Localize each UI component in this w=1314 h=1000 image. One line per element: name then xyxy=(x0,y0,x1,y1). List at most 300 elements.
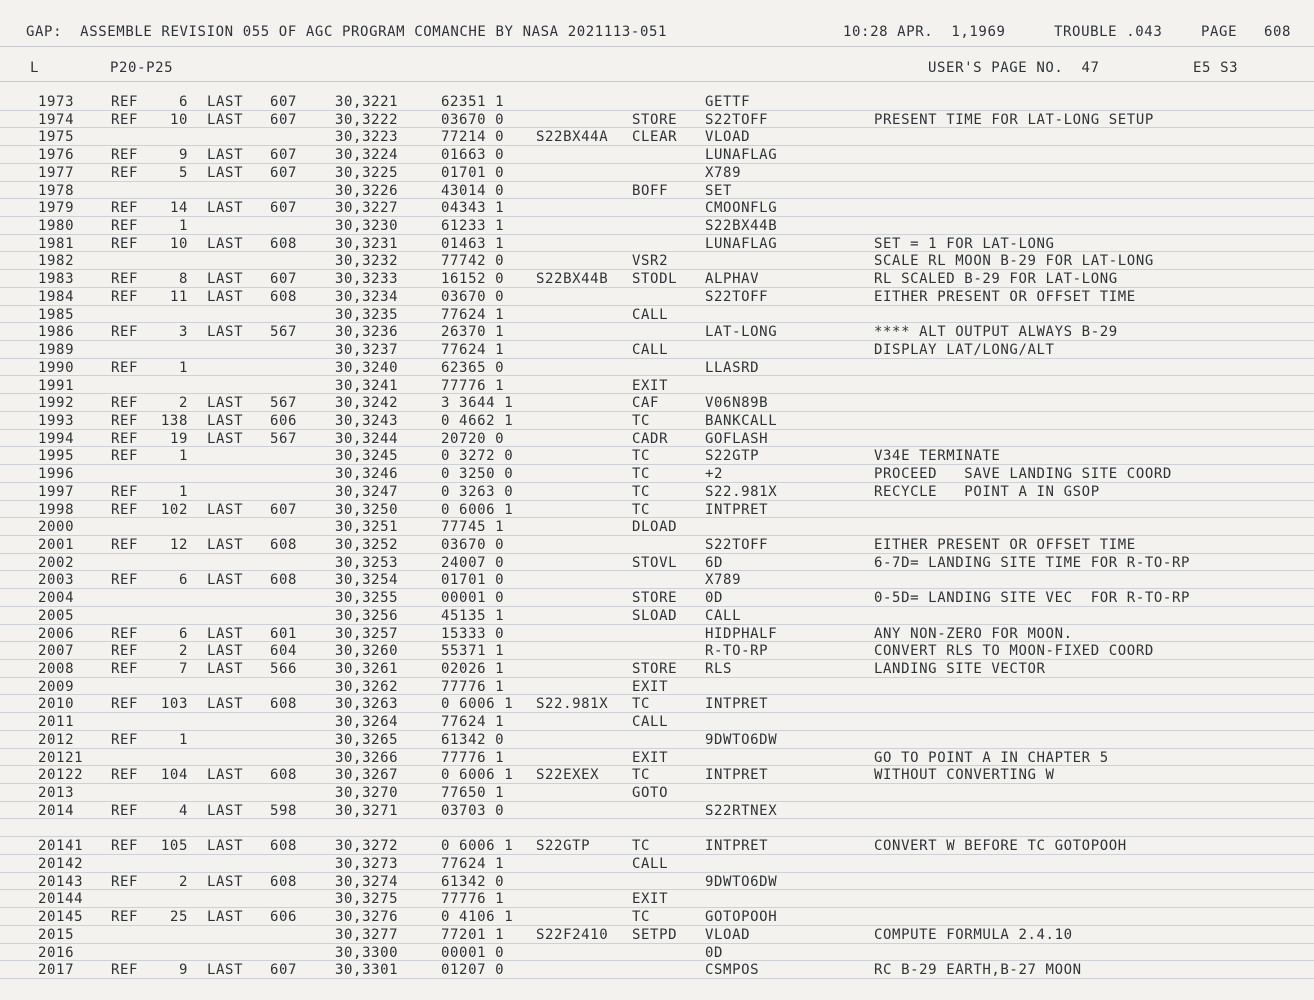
section-name: P20-P25 xyxy=(110,60,174,76)
listing-row xyxy=(0,873,1314,891)
listing-row xyxy=(0,890,1314,908)
listing-row xyxy=(0,93,1314,111)
octal-code: 77745 1 xyxy=(441,519,505,536)
octal-code: 77776 1 xyxy=(441,749,505,766)
statement-number: 2003 xyxy=(38,572,75,589)
listing-row xyxy=(0,430,1314,448)
octal-code: 0 6006 1 xyxy=(441,838,514,855)
bank-address: 30,3273 xyxy=(335,855,399,872)
opcode: TC xyxy=(632,483,651,500)
last-keyword: LAST xyxy=(207,625,244,642)
bank-address: 30,3270 xyxy=(335,785,399,802)
statement-number: 1975 xyxy=(38,129,75,146)
statement-number: 1983 xyxy=(38,271,75,288)
octal-code: 77201 1 xyxy=(441,926,505,943)
last-page: 608 xyxy=(270,696,298,713)
listing-row xyxy=(0,306,1314,324)
listing-row xyxy=(0,554,1314,572)
listing-row xyxy=(0,128,1314,146)
comment: SET = 1 FOR LAT-LONG xyxy=(874,235,1055,252)
blank-row xyxy=(0,820,1314,838)
ref-keyword: REF xyxy=(111,661,139,678)
ref-count: 9 xyxy=(178,962,188,979)
statement-number: 1981 xyxy=(38,235,75,252)
statement-number: 1995 xyxy=(38,448,75,465)
comment: DISPLAY LAT/LONG/ALT xyxy=(874,342,1055,359)
listing-row xyxy=(0,660,1314,678)
last-page: 566 xyxy=(270,661,298,678)
statement-number: 2000 xyxy=(38,519,75,536)
bank-address: 30,3234 xyxy=(335,288,399,305)
octal-code: 24007 0 xyxy=(441,554,505,571)
octal-code: 61342 0 xyxy=(441,873,505,890)
bank-address: 30,3266 xyxy=(335,749,399,766)
octal-code: 55371 1 xyxy=(441,643,505,660)
bank-address: 30,3231 xyxy=(335,235,399,252)
opcode: CALL xyxy=(632,714,669,731)
last-page: 607 xyxy=(270,200,298,217)
listing-row xyxy=(0,235,1314,253)
bank-address: 30,3235 xyxy=(335,306,399,323)
ref-count: 1 xyxy=(178,483,188,500)
operand: V06N89B xyxy=(705,395,769,412)
statement-number: 2012 xyxy=(38,731,75,748)
operand: CMOONFLG xyxy=(705,200,778,217)
ref-count: 2 xyxy=(178,873,188,890)
listing-row xyxy=(0,926,1314,944)
last-page: 607 xyxy=(270,147,298,164)
octal-code: 62365 0 xyxy=(441,359,505,376)
octal-code: 77214 0 xyxy=(441,129,505,146)
listing-row xyxy=(0,394,1314,412)
listing-row xyxy=(0,252,1314,270)
comment: CONVERT RLS TO MOON-FIXED COORD xyxy=(874,643,1154,660)
operand: CALL xyxy=(705,607,742,624)
bank-address: 30,3242 xyxy=(335,395,399,412)
listing-row xyxy=(0,625,1314,643)
last-page: 598 xyxy=(270,802,298,819)
listing-row xyxy=(0,713,1314,731)
last-page: 607 xyxy=(270,501,298,518)
statement-number: 2007 xyxy=(38,643,75,660)
operand: SET xyxy=(705,182,733,199)
statement-number: 2005 xyxy=(38,607,75,624)
comment: LANDING SITE VECTOR xyxy=(874,661,1046,678)
last-keyword: LAST xyxy=(207,324,244,341)
ref-count: 2 xyxy=(178,643,188,660)
listing-row xyxy=(0,111,1314,129)
listing-row xyxy=(0,146,1314,164)
operand: S22GTP xyxy=(705,448,760,465)
operand: VLOAD xyxy=(705,926,751,943)
bank-address: 30,3250 xyxy=(335,501,399,518)
operand: S22RTNEX xyxy=(705,802,778,819)
bank-address: 30,3300 xyxy=(335,944,399,961)
section-marker: L xyxy=(30,60,40,76)
octal-code: 0 3272 0 xyxy=(441,448,514,465)
statement-number: 1996 xyxy=(38,466,75,483)
last-keyword: LAST xyxy=(207,111,244,128)
operand: +2 xyxy=(705,466,724,483)
listing-row xyxy=(0,731,1314,749)
opcode: SLOAD xyxy=(632,607,678,624)
listing-row xyxy=(0,855,1314,873)
listing-row xyxy=(0,465,1314,483)
listing-row xyxy=(0,784,1314,802)
opcode: GOTO xyxy=(632,785,669,802)
statement-number: 20142 xyxy=(38,855,84,872)
comment: 0-5D= LANDING SITE VEC FOR R-TO-RP xyxy=(874,590,1191,607)
statement-number: 20141 xyxy=(38,838,84,855)
operand: LUNAFLAG xyxy=(705,235,778,252)
ref-keyword: REF xyxy=(111,448,139,465)
comment: RC B-29 EARTH,B-27 MOON xyxy=(874,962,1082,979)
octal-code: 01701 0 xyxy=(441,164,505,181)
operand: 0D xyxy=(705,944,724,961)
opcode: CLEAR xyxy=(632,129,678,146)
operand: CSMPOS xyxy=(705,962,760,979)
last-keyword: LAST xyxy=(207,661,244,678)
symbol-label: S22BX44B xyxy=(536,271,609,288)
ref-count: 10 xyxy=(169,235,188,252)
ref-keyword: REF xyxy=(111,643,139,660)
last-page: 601 xyxy=(270,625,298,642)
last-keyword: LAST xyxy=(207,909,244,926)
operand: R-TO-RP xyxy=(705,643,769,660)
operand: LAT-LONG xyxy=(705,324,778,341)
octal-code: 61342 0 xyxy=(441,731,505,748)
opcode: CALL xyxy=(632,342,669,359)
listing-row xyxy=(0,412,1314,430)
operand: VLOAD xyxy=(705,129,751,146)
last-page: 607 xyxy=(270,164,298,181)
bank-address: 30,3256 xyxy=(335,607,399,624)
opcode: TC xyxy=(632,838,651,855)
octal-code: 03670 0 xyxy=(441,537,505,553)
operand: RLS xyxy=(705,661,733,678)
statement-number: 1985 xyxy=(38,306,75,323)
statement-number: 20144 xyxy=(38,891,84,908)
bank-address: 30,3243 xyxy=(335,412,399,429)
ref-keyword: REF xyxy=(111,111,139,128)
bank-address: 30,3225 xyxy=(335,164,399,181)
operand: 9DWTO6DW xyxy=(705,731,778,748)
last-page: 608 xyxy=(270,537,298,553)
bank-address: 30,3223 xyxy=(335,129,399,146)
listing-row xyxy=(0,341,1314,359)
last-keyword: LAST xyxy=(207,235,244,252)
ref-keyword: REF xyxy=(111,359,139,376)
ref-keyword: REF xyxy=(111,200,139,217)
bank-address: 30,3252 xyxy=(335,537,399,553)
octal-code: 04343 1 xyxy=(441,200,505,217)
octal-code: 77776 1 xyxy=(441,678,505,695)
operand: S22BX44B xyxy=(705,218,778,235)
octal-code: 0 3250 0 xyxy=(441,466,514,483)
listing-row xyxy=(0,766,1314,784)
ref-keyword: REF xyxy=(111,838,139,855)
octal-code: 77624 1 xyxy=(441,855,505,872)
bank-address: 30,3255 xyxy=(335,590,399,607)
bank-address: 30,3262 xyxy=(335,678,399,695)
opcode: STORE xyxy=(632,590,678,607)
operand: S22TOFF xyxy=(705,537,769,553)
last-page: 608 xyxy=(270,767,298,784)
ref-count: 19 xyxy=(169,430,188,447)
bank-address: 30,3275 xyxy=(335,891,399,908)
last-keyword: LAST xyxy=(207,696,244,713)
bank-address: 30,3301 xyxy=(335,962,399,979)
octal-code: 03670 0 xyxy=(441,288,505,305)
last-page: 608 xyxy=(270,572,298,589)
ref-count: 8 xyxy=(178,271,188,288)
opcode: CADR xyxy=(632,430,669,447)
bank-address: 30,3230 xyxy=(335,218,399,235)
operand: X789 xyxy=(705,164,742,181)
operand: GOTOPOOH xyxy=(705,909,778,926)
operand: GOFLASH xyxy=(705,430,769,447)
octal-code: 02026 1 xyxy=(441,661,505,678)
last-keyword: LAST xyxy=(207,873,244,890)
listing-row xyxy=(0,908,1314,926)
last-keyword: LAST xyxy=(207,200,244,217)
octal-code: 77776 1 xyxy=(441,377,505,394)
last-page: 607 xyxy=(270,271,298,288)
opcode: STORE xyxy=(632,661,678,678)
octal-code: 00001 0 xyxy=(441,944,505,961)
statement-number: 2002 xyxy=(38,554,75,571)
symbol-label: S22BX44A xyxy=(536,129,609,146)
last-keyword: LAST xyxy=(207,501,244,518)
opcode: TC xyxy=(632,696,651,713)
opcode: TC xyxy=(632,412,651,429)
last-keyword: LAST xyxy=(207,288,244,305)
last-keyword: LAST xyxy=(207,767,244,784)
ref-count: 5 xyxy=(178,164,188,181)
last-keyword: LAST xyxy=(207,94,244,110)
listing-row xyxy=(0,377,1314,395)
ref-count: 1 xyxy=(178,218,188,235)
bank-address: 30,3245 xyxy=(335,448,399,465)
operand: LLASRD xyxy=(705,359,760,376)
comment: PROCEED SAVE LANDING SITE COORD xyxy=(874,466,1172,483)
comment: PRESENT TIME FOR LAT-LONG SETUP xyxy=(874,111,1154,128)
statement-number: 1990 xyxy=(38,359,75,376)
octal-code: 77776 1 xyxy=(441,891,505,908)
bank-id: E5 S3 xyxy=(1193,60,1239,76)
comment: COMPUTE FORMULA 2.4.10 xyxy=(874,926,1073,943)
bank-address: 30,3277 xyxy=(335,926,399,943)
octal-code: 01207 0 xyxy=(441,962,505,979)
bank-address: 30,3276 xyxy=(335,909,399,926)
opcode: TC xyxy=(632,448,651,465)
operand: 0D xyxy=(705,590,724,607)
operand: INTPRET xyxy=(705,501,769,518)
bank-address: 30,3267 xyxy=(335,767,399,784)
octal-code: 0 6006 1 xyxy=(441,696,514,713)
ref-count: 25 xyxy=(169,909,188,926)
octal-code: 77624 1 xyxy=(441,306,505,323)
octal-code: 03703 0 xyxy=(441,802,505,819)
statement-number: 1989 xyxy=(38,342,75,359)
ref-keyword: REF xyxy=(111,271,139,288)
ref-keyword: REF xyxy=(111,412,139,429)
ref-keyword: REF xyxy=(111,94,139,110)
opcode: STODL xyxy=(632,271,678,288)
opcode: VSR2 xyxy=(632,253,669,270)
comment: RL SCALED B-29 FOR LAT-LONG xyxy=(874,271,1118,288)
comment: EITHER PRESENT OR OFFSET TIME xyxy=(874,288,1136,305)
statement-number: 1973 xyxy=(38,94,75,110)
last-page: 608 xyxy=(270,873,298,890)
opcode: TC xyxy=(632,466,651,483)
last-page: 567 xyxy=(270,395,298,412)
bank-address: 30,3222 xyxy=(335,111,399,128)
statement-number: 1979 xyxy=(38,200,75,217)
ref-keyword: REF xyxy=(111,537,139,553)
ref-keyword: REF xyxy=(111,501,139,518)
symbol-label: S22GTP xyxy=(536,838,591,855)
octal-code: 26370 1 xyxy=(441,324,505,341)
last-keyword: LAST xyxy=(207,838,244,855)
bank-address: 30,3251 xyxy=(335,519,399,536)
comment: RECYCLE POINT A IN GSOP xyxy=(874,483,1100,500)
listing-row xyxy=(0,944,1314,962)
listing-row xyxy=(0,270,1314,288)
last-keyword: LAST xyxy=(207,537,244,553)
ref-count: 2 xyxy=(178,395,188,412)
ref-keyword: REF xyxy=(111,802,139,819)
header-separator xyxy=(0,46,1314,47)
last-page: 607 xyxy=(270,962,298,979)
octal-code: 0 3263 0 xyxy=(441,483,514,500)
bank-address: 30,3224 xyxy=(335,147,399,164)
opcode: CALL xyxy=(632,855,669,872)
opcode: EXIT xyxy=(632,678,669,695)
header-time: 10:28 APR. 1,1969 xyxy=(843,24,1006,40)
octal-code: 03670 0 xyxy=(441,111,505,128)
comment: V34E TERMINATE xyxy=(874,448,1001,465)
opcode: CALL xyxy=(632,306,669,323)
ref-count: 1 xyxy=(178,448,188,465)
listing-row xyxy=(0,164,1314,182)
ref-count: 102 xyxy=(160,501,188,518)
statement-number: 1976 xyxy=(38,147,75,164)
bank-address: 30,3236 xyxy=(335,324,399,341)
listing-row xyxy=(0,323,1314,341)
statement-number: 1991 xyxy=(38,377,75,394)
statement-number: 2010 xyxy=(38,696,75,713)
ref-keyword: REF xyxy=(111,430,139,447)
operand: S22.981X xyxy=(705,483,778,500)
statement-number: 2011 xyxy=(38,714,75,731)
octal-code: 0 6006 1 xyxy=(441,767,514,784)
statement-number: 2014 xyxy=(38,802,75,819)
listing-row xyxy=(0,961,1314,979)
last-keyword: LAST xyxy=(207,271,244,288)
statement-number: 1974 xyxy=(38,111,75,128)
ref-keyword: REF xyxy=(111,962,139,979)
ref-count: 104 xyxy=(160,767,188,784)
comment: 6-7D= LANDING SITE TIME FOR R-TO-RP xyxy=(874,554,1191,571)
opcode: CAF xyxy=(632,395,660,412)
statement-number: 2008 xyxy=(38,661,75,678)
bank-address: 30,3263 xyxy=(335,696,399,713)
opcode: STORE xyxy=(632,111,678,128)
octal-code: 01463 1 xyxy=(441,235,505,252)
last-keyword: LAST xyxy=(207,395,244,412)
last-page: 607 xyxy=(270,111,298,128)
last-keyword: LAST xyxy=(207,430,244,447)
octal-code: 15333 0 xyxy=(441,625,505,642)
last-keyword: LAST xyxy=(207,572,244,589)
statement-number: 2013 xyxy=(38,785,75,802)
ref-count: 6 xyxy=(178,94,188,110)
statement-number: 1977 xyxy=(38,164,75,181)
octal-code: 20720 0 xyxy=(441,430,505,447)
opcode: EXIT xyxy=(632,749,669,766)
bank-address: 30,3253 xyxy=(335,554,399,571)
listing-row xyxy=(0,749,1314,767)
operand: X789 xyxy=(705,572,742,589)
last-page: 607 xyxy=(270,94,298,110)
statement-number: 2017 xyxy=(38,962,75,979)
listing-row xyxy=(0,802,1314,820)
comment: SCALE RL MOON B-29 FOR LAT-LONG xyxy=(874,253,1154,270)
listing-row xyxy=(0,589,1314,607)
last-keyword: LAST xyxy=(207,147,244,164)
listing-row xyxy=(0,182,1314,200)
listing-row xyxy=(0,607,1314,625)
listing-row xyxy=(0,199,1314,217)
opcode: TC xyxy=(632,767,651,784)
statement-number: 1986 xyxy=(38,324,75,341)
listing-row xyxy=(0,501,1314,519)
ref-keyword: REF xyxy=(111,235,139,252)
octal-code: 01701 0 xyxy=(441,572,505,589)
statement-number: 20122 xyxy=(38,767,84,784)
ref-keyword: REF xyxy=(111,147,139,164)
header-page-number: 608 xyxy=(1264,24,1292,40)
ref-keyword: REF xyxy=(111,218,139,235)
last-keyword: LAST xyxy=(207,962,244,979)
listing-row xyxy=(0,359,1314,377)
operand: 6D xyxy=(705,554,724,571)
listing-row xyxy=(0,837,1314,855)
symbol-label: S22.981X xyxy=(536,696,609,713)
opcode: DLOAD xyxy=(632,519,678,536)
octal-code: 0 4662 1 xyxy=(441,412,514,429)
statement-number: 2016 xyxy=(38,944,75,961)
statement-number: 2006 xyxy=(38,625,75,642)
last-page: 606 xyxy=(270,412,298,429)
operand: LUNAFLAG xyxy=(705,147,778,164)
octal-code: 77624 1 xyxy=(441,714,505,731)
bank-address: 30,3237 xyxy=(335,342,399,359)
operand: GETTF xyxy=(705,94,751,110)
bank-address: 30,3261 xyxy=(335,661,399,678)
operand: HIDPHALF xyxy=(705,625,778,642)
bank-address: 30,3232 xyxy=(335,253,399,270)
last-page: 567 xyxy=(270,430,298,447)
last-page: 608 xyxy=(270,838,298,855)
last-keyword: LAST xyxy=(207,643,244,660)
listing-row xyxy=(0,642,1314,660)
operand: 9DWTO6DW xyxy=(705,873,778,890)
statement-number: 1978 xyxy=(38,182,75,199)
ref-keyword: REF xyxy=(111,164,139,181)
header-page-label: PAGE xyxy=(1201,24,1238,40)
